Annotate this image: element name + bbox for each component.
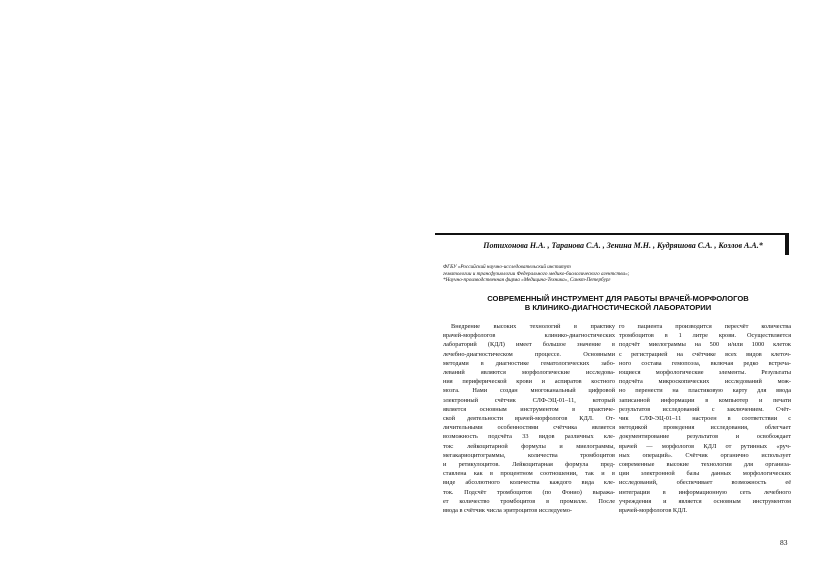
text-line: го пациента производится пересчёт количества — [619, 323, 791, 330]
text-line: методами в диагностике гематологических забо- — [443, 359, 615, 367]
text-line: результатов исследований с заключением. Счёт- — [619, 405, 791, 413]
text-line: электронный счётчик СЛФ-ЭЦ-01–11, который — [443, 396, 615, 404]
text-line: подсчёта микроскопических исследований мож- — [619, 378, 791, 386]
authors: Потихонова Н.А. , Таранова С.А. , Зенина М.Н. , Кудряшова С.А. , Козлов А.А.* — [483, 241, 763, 250]
affiliation-line: гематологии и трансфузиологии Федерального медико-биологического агентства»; — [443, 270, 630, 277]
article-title — [440, 294, 796, 312]
text-line: ставлена как в процентном соотношении, так и в — [443, 470, 615, 478]
page-number: 83 — [780, 538, 788, 547]
title-line: СОВРЕМЕННЫЙ ИНСТРУМЕНТ ДЛЯ РАБОТЫ ВРАЧЕЙ-МОРФОЛОГОВ — [487, 294, 749, 303]
text-line: виде абсолютного количества каждого вида кле- — [443, 479, 615, 487]
text-line: лабораторий (КДЛ) имеет большое значение в — [443, 341, 615, 349]
text-line: ного состава гемопоэза, включая редко встреча- — [619, 359, 791, 367]
text-line: лечебно-диагностическом процессе. Основными — [443, 350, 615, 358]
text-line: является основным инструментом в практиче- — [443, 405, 615, 413]
text-line: документирование результатов и освобождает — [619, 433, 791, 441]
text-line: и ретикулоцитов. Лейкоцитарная формула пред- — [443, 461, 615, 469]
text-line: тромбоцитов в 1 литре крови. Осуществляется — [619, 332, 791, 340]
text-line: мозга. Нами создан многоканальный цифровой — [443, 387, 615, 395]
affiliations — [443, 264, 743, 284]
text-line: врачей-морфологов КДЛ. — [619, 507, 688, 515]
text-line: чик СЛФ-ЭЦ-01–11 настроен в соответствии с — [619, 415, 791, 423]
text-line: ных операций». Счётчик органично использует — [619, 451, 791, 459]
text-line: врачей-морфологов клинико-диагностических — [443, 332, 615, 340]
text-line: ток. Подсчёт тромбоцитов (по Фонио) выража- — [443, 488, 615, 496]
text-line: учреждения и является основным инструментом — [619, 497, 791, 505]
text-line: ввода в счётчик числа эритроцитов исследуемо- — [443, 507, 572, 515]
text-line: возможность подсчёта 33 видов различных кле- — [443, 433, 615, 441]
text-line: ток: лейкоцитарной формулы и миелограммы, — [443, 442, 615, 450]
text-line: подсчёт миелограммы на 500 и/или 1000 клеток — [619, 341, 791, 349]
text-line: Внедрение высоких технологий в практику — [451, 323, 615, 330]
text-line: ющиеся морфологические элементы. Результаты — [619, 369, 791, 377]
text-line: врачей — морфологов КДЛ от рутинных «руч- — [619, 442, 791, 450]
text-line: мегакариоцитограммы, количества тромбоцитов — [443, 451, 615, 459]
text-line: леваний являются морфологические исследова- — [443, 369, 615, 377]
affiliation-line: *Научно-производственная фирма «Медицина-Техника», Санкт-Петербург — [443, 277, 611, 284]
title-line: В КЛИНИКО-ДИАГНОСТИЧЕСКОЙ ЛАБОРАТОРИИ — [524, 303, 712, 312]
text-line: ции электронной базы данных морфологических — [619, 470, 791, 478]
left-column — [443, 322, 615, 515]
text-line: интеграции в информационную сеть лечебного — [619, 488, 791, 496]
text-line: ет количество тромбоцитов в промилле. После — [443, 497, 615, 505]
text-line: исследований, обеспечивает возможность её — [619, 479, 791, 487]
affiliation-line: ФГБУ «Российский научно-исследовательский институт — [443, 264, 571, 270]
text-line: ской деятельности врачей-морфологов КДЛ. От- — [443, 415, 615, 423]
text-line: методикой проведения исследования, облегчает — [619, 424, 791, 432]
text-line: личительными особенностями счётчика является — [443, 424, 615, 432]
text-line: но перенести на пластиковую карту для ввода — [619, 387, 791, 395]
text-line: современные высокие технологии для организа- — [619, 461, 791, 469]
right-column — [619, 322, 791, 515]
text-line: ния периферической крови и аспиратов костного — [443, 378, 615, 386]
text-line: записанной информации в компьютер и печати — [619, 396, 791, 404]
text-line: с регистрацией на счётчике всех видов клеточ- — [619, 350, 791, 358]
